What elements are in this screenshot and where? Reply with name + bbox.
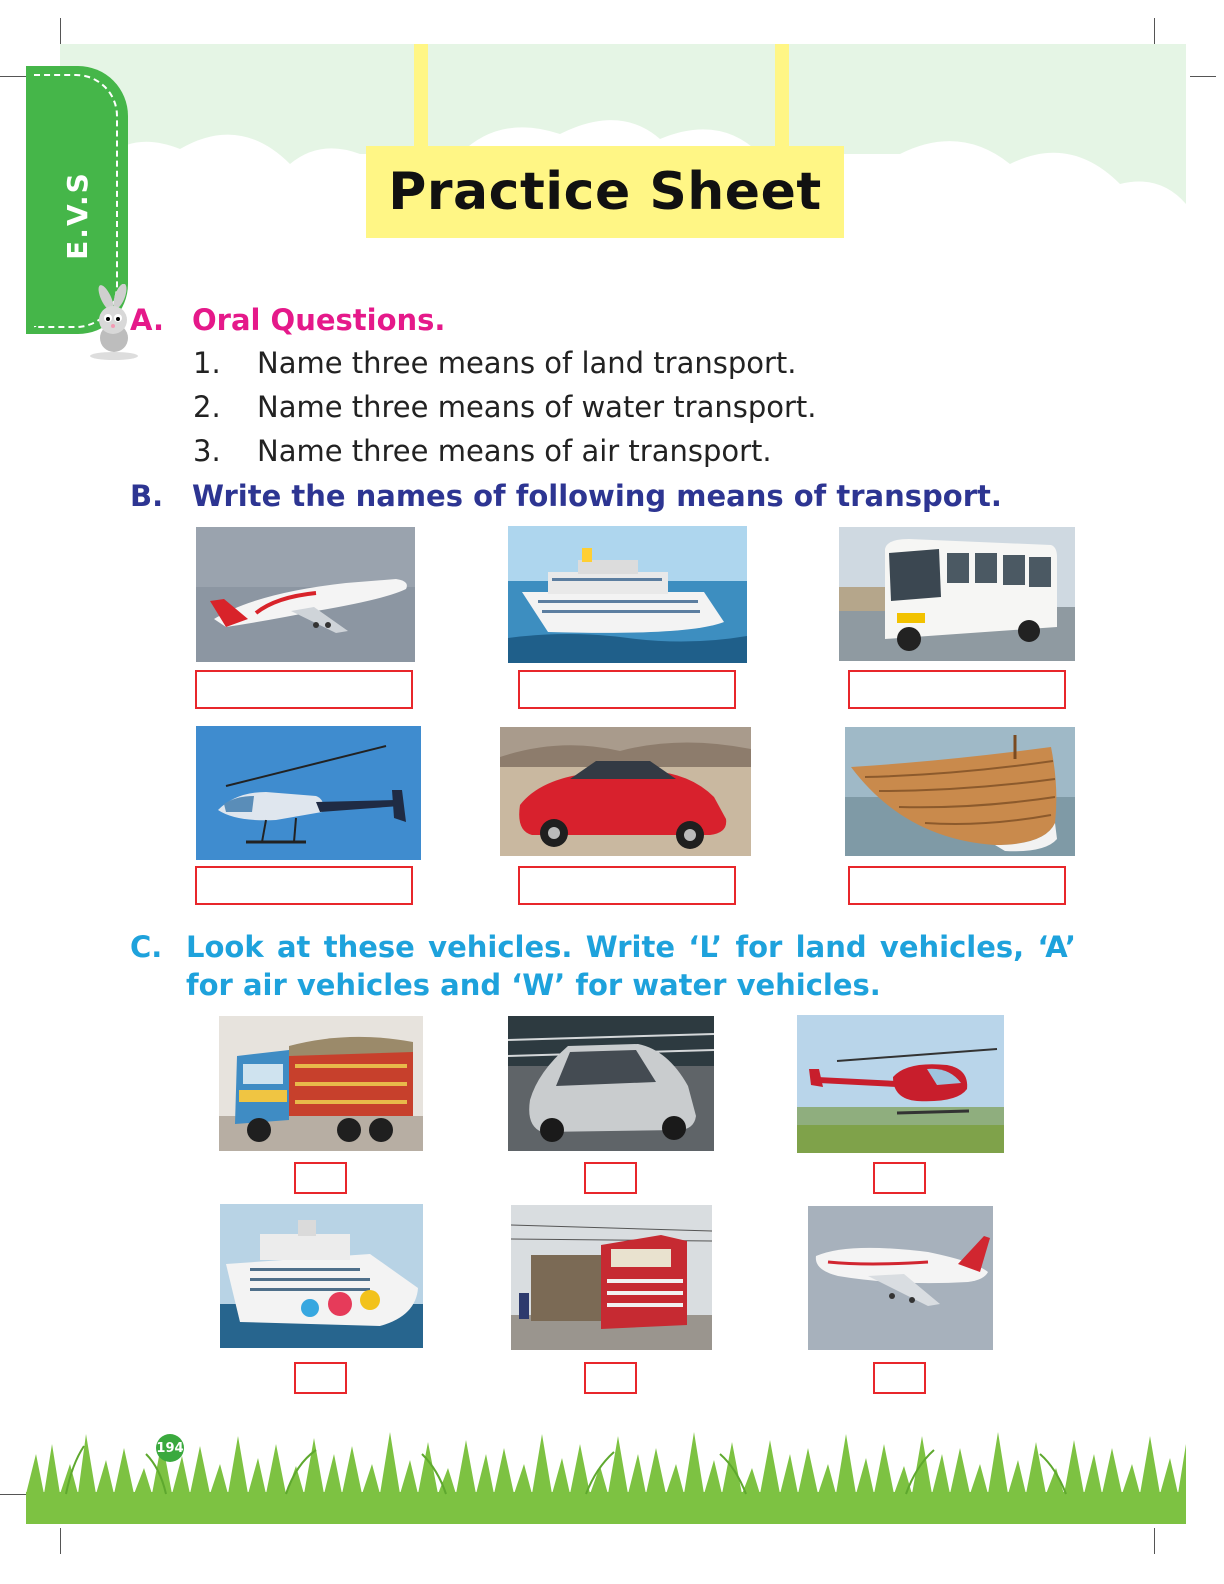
- red-helicopter-image: [797, 1015, 1004, 1153]
- question-number: 1.: [193, 346, 221, 380]
- crop-mark: [0, 1494, 26, 1495]
- answer-box-small[interactable]: [873, 1162, 926, 1194]
- section-a-label: A.: [130, 303, 164, 337]
- answer-box[interactable]: [518, 670, 736, 709]
- answer-box-small[interactable]: [584, 1162, 637, 1194]
- question-text: Name three means of land transport.: [257, 346, 797, 380]
- crop-mark: [0, 76, 26, 77]
- crop-mark: [60, 18, 61, 44]
- section-c-label: C.: [130, 930, 163, 964]
- page-number: 194: [156, 1434, 184, 1462]
- truck-image: [219, 1016, 423, 1151]
- rowboat-image: [845, 727, 1075, 856]
- question-1: [193, 346, 797, 380]
- answer-box-small[interactable]: [294, 1362, 347, 1394]
- title-hanger-left: [414, 44, 428, 148]
- question-2: [193, 390, 817, 424]
- question-text: Name three means of air transport.: [257, 434, 772, 468]
- answer-box[interactable]: [848, 670, 1066, 709]
- answer-box-small[interactable]: [294, 1162, 347, 1194]
- airplane-image: [196, 527, 415, 662]
- subject-tab-label: E.V.S: [60, 170, 94, 260]
- answer-box[interactable]: [195, 670, 413, 709]
- question-3: [193, 434, 772, 468]
- section-b-label: B.: [130, 479, 164, 513]
- helicopter-image: [196, 726, 421, 860]
- question-text: Name three means of water transport.: [257, 390, 817, 424]
- answer-box-small[interactable]: [584, 1362, 637, 1394]
- section-c-title: Look at these vehicles. Write ‘L’ for land vehicles, ‘A’ for air vehicles and ‘W’ for water vehicles.: [186, 930, 1076, 1002]
- grass-footer: [26, 1424, 1186, 1524]
- crop-mark: [1154, 18, 1155, 44]
- crop-mark: [1154, 1528, 1155, 1554]
- question-number: 3.: [193, 434, 221, 468]
- jumbo-jet-image: [808, 1206, 993, 1350]
- colorful-cruise-ship-image: [220, 1204, 423, 1348]
- answer-box-small[interactable]: [873, 1362, 926, 1394]
- crop-mark: [1190, 76, 1216, 77]
- section-b-heading: [130, 479, 1002, 513]
- answer-box[interactable]: [518, 866, 736, 905]
- answer-box[interactable]: [195, 866, 413, 905]
- cruise-ship-image: [508, 526, 747, 663]
- question-number: 2.: [193, 390, 221, 424]
- section-b-title: Write the names of following means of transport.: [192, 479, 1002, 513]
- train-image: [511, 1205, 712, 1350]
- answer-box[interactable]: [848, 866, 1066, 905]
- car-image: [500, 727, 751, 856]
- title-banner: [366, 146, 844, 238]
- page-title: Practice Sheet: [388, 162, 822, 222]
- title-hanger-right: [775, 44, 789, 148]
- bus-image: [839, 527, 1075, 661]
- crop-mark: [60, 1528, 61, 1554]
- section-a-title: Oral Questions.: [192, 303, 446, 337]
- small-car-image: [508, 1016, 714, 1151]
- section-a-heading: [130, 303, 445, 337]
